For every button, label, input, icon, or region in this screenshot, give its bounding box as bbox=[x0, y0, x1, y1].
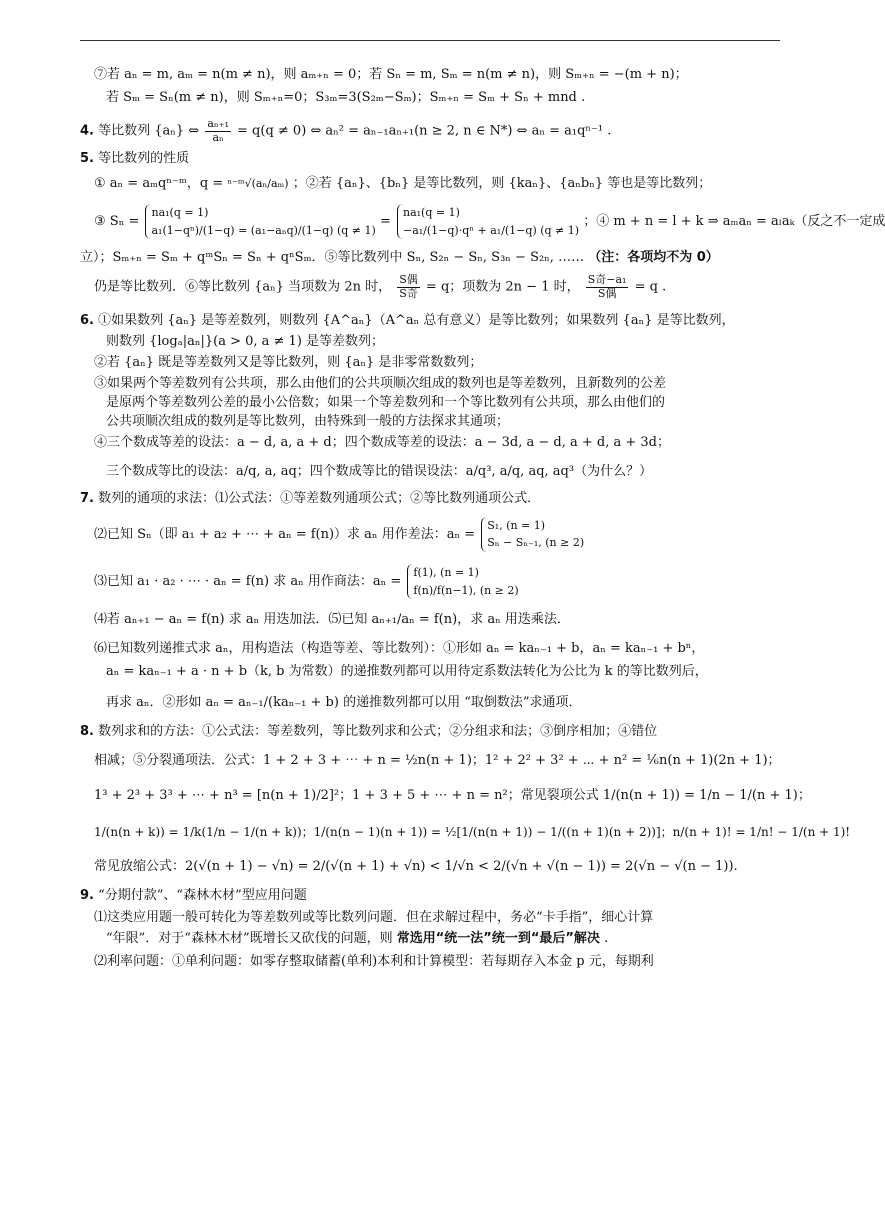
text-line: 1/(n(n + k)) = 1/k(1/n − 1/(n + k))；1/(n(n − 1)(n + 1)) = ½[1/(n(n + 1)) − 1/((n + 1)(n + 2))]；n/(n + 1)! = 1/n! − 1/(n + 1)! bbox=[94, 824, 851, 839]
text-fragment: 数列求和的方法：①公式法：等差数列，等比数列求和公式；②分组求和法；③倒序相加；④错位 bbox=[98, 724, 658, 739]
fraction bbox=[586, 274, 629, 300]
section-number: 5. bbox=[80, 151, 94, 167]
fraction bbox=[205, 118, 231, 144]
text-line: 相减；⑤分裂通项法．公式：1 + 2 + 3 + ⋯ + n = ½n(n + 1)；1² + 2² + 3² + ⋯ + n² = ⅙n(n + 1)(2n + 1)； bbox=[94, 752, 781, 768]
text-line: ⑵利率问题：①单利问题：如零存整取储蓄(单利)本利和计算模型：若每期存入本金 p 元，每期利 bbox=[94, 954, 654, 970]
text-fragment: = q . bbox=[634, 279, 667, 295]
text-line: 三个数成等比的设法：a/q, a, aq；四个数成等比的错误设法：a/q³, a/q, aq, aq³（为什么？） bbox=[106, 464, 653, 479]
text-line: 1³ + 2³ + 3³ + ⋯ + n³ = [n(n + 1)/2]²；1 + 3 + 5 + ⋯ + n = n²；常见裂项公式 1/(n(n + 1)) = 1/n − 1/(n + 1)； bbox=[94, 787, 811, 803]
text-fragment: “年限”．对于“森林木材”既增长又砍伐的问题，则 bbox=[106, 931, 393, 947]
section-7-general-term bbox=[80, 492, 780, 711]
section-title: “分期付款”、“森林木材”型应用问题 bbox=[98, 887, 307, 903]
section-number: 7. bbox=[80, 490, 94, 506]
case: Sₙ − Sₙ₋₁, (n ≥ 2) bbox=[487, 536, 585, 550]
fraction-numerator: S奇−a₁ bbox=[587, 273, 627, 287]
text-fragment: 数列的通项的求法：⑴公式法：①等差数列通项公式；②等比数列通项公式． bbox=[98, 490, 541, 506]
text-fragment: ⑵已知 Sₙ（即 a₁ + a₂ + ⋯ + aₙ = f(n)）求 aₙ 用作差法：aₙ = bbox=[94, 526, 476, 542]
text-fragment: = q；项数为 2n − 1 时， bbox=[425, 279, 580, 295]
piecewise-formula bbox=[407, 564, 518, 599]
text-fragment: 仍是等比数列．⑥等比数列 {aₙ} 当项数为 2n 时， bbox=[94, 279, 392, 295]
section-number: 9. bbox=[80, 887, 94, 903]
section-6-combined-properties bbox=[80, 314, 780, 480]
text-line: ②若 {aₙ} 既是等差数列又是等比数列，则 {aₙ} 是非零常数数列； bbox=[94, 355, 483, 371]
root-expression: ⁿ⁻ᵐ√(aₙ/aₘ) bbox=[227, 177, 289, 191]
case: S₁, (n = 1) bbox=[487, 518, 546, 532]
text-line: ⑹已知数列递推式求 aₙ，用构造法（构造等差、等比数列）：①形如 aₙ = kaₙ₋₁ + b，aₙ = kaₙ₋₁ + bⁿ， bbox=[94, 641, 705, 657]
piecewise-formula bbox=[481, 517, 584, 552]
text-fragment: 等比数列 {aₙ} ⇔ bbox=[98, 123, 200, 139]
text-fragment: ① aₙ = aₘqⁿ⁻ᵐ，q = bbox=[94, 176, 228, 192]
text-line: 公共项顺次组成的数列是等比数列，由特殊到一般的方法探求其通项； bbox=[106, 414, 510, 430]
fraction-denominator: S奇 bbox=[399, 286, 418, 300]
section-title: 等比数列的性质 bbox=[98, 151, 190, 167]
section-number: 4. bbox=[80, 123, 94, 139]
fraction-denominator: S偶 bbox=[597, 286, 617, 300]
text-line: ③如果两个等差数列有公共项，那么由他们的公共项顺次组成的数列也是等差数列，且新数列的公差 bbox=[94, 376, 667, 392]
text-line: aₙ = kaₙ₋₁ + a · n + b（k, b 为常数）的递推数列都可以用待定系数法转化为公比为 k 的等比数列后， bbox=[106, 664, 708, 680]
fraction bbox=[397, 274, 420, 300]
piecewise-sum bbox=[145, 204, 375, 239]
case: f(1), (n = 1) bbox=[413, 566, 479, 580]
text-fragment: ①如果数列 {aₙ} 是等差数列，则数列 {A^aₙ}（A^aₙ 总有意义）是等比数列；如果数列 {aₙ} 是等比数列， bbox=[98, 313, 735, 329]
document-body bbox=[80, 60, 885, 970]
fraction-denominator: aₙ bbox=[212, 130, 224, 144]
section-number: 6. bbox=[80, 313, 94, 329]
text-line: 则数列 {logₐ|aₙ|}(a > 0, a ≠ 1) 是等差数列； bbox=[106, 334, 385, 350]
text-fragment: ③ Sₙ = bbox=[94, 214, 140, 230]
case: f(n)/f(n−1), (n ≥ 2) bbox=[413, 583, 519, 597]
case: −a₁/(1−q)·qⁿ + a₁/(1−q) (q ≠ 1) bbox=[402, 223, 580, 237]
section-8-summation bbox=[80, 724, 851, 875]
section-7-properties bbox=[80, 68, 780, 106]
text-fragment: 立）；Sₘ₊ₙ = Sₘ + qᵐSₙ = Sₙ + qⁿSₘ．⑤等比数列中 Sₙ, S₂ₙ − Sₙ, S₃ₙ − S₂ₙ, …… bbox=[80, 250, 585, 266]
text-fragment: ；②若 {aₙ}、{bₙ} 是等比数列，则 {kaₙ}、{aₙbₙ} 等也是等比数列； bbox=[292, 176, 712, 192]
case: a₁(1−qⁿ)/(1−q) = (a₁−aₙq)/(1−q) (q ≠ 1) bbox=[151, 223, 376, 237]
section-9-applications bbox=[80, 889, 780, 971]
text-fragment: ；④ m + n = l + k ⇒ aₘaₙ = aₗaₖ（反之不一定成 bbox=[583, 214, 885, 230]
case: na₁(q = 1) bbox=[151, 206, 209, 220]
section-number: 8. bbox=[80, 724, 94, 739]
section-4-geometric-definition bbox=[80, 118, 780, 144]
text-fragment: ⑶已知 a₁ · a₂ · ⋯ · aₙ = f(n) 求 aₙ 用作商法：aₙ = bbox=[94, 574, 402, 590]
text-line: 若 Sₘ = Sₙ(m ≠ n)，则 Sₘ₊ₙ=0；S₃ₘ=3(S₂ₘ−Sₘ)；Sₘ₊ₙ = Sₘ + Sₙ + mnd . bbox=[106, 89, 586, 105]
text-line: 常见放缩公式：2(√(n + 1) − √n) = 2/(√(n + 1) + √n) < 1/√n < 2/(√n + √(n − 1)) = 2(√n − √(n − 1)). bbox=[94, 858, 738, 874]
text-line: ⑷若 aₙ₊₁ − aₙ = f(n) 求 aₙ 用迭加法．⑸已知 aₙ₊₁/aₙ = f(n)，求 aₙ 用迭乘法． bbox=[94, 612, 570, 628]
text-line: ⑦若 aₙ = m, aₘ = n(m ≠ n)，则 aₘ₊ₙ = 0；若 Sₙ = m, Sₘ = n(m ≠ n)，则 Sₘ₊ₙ = −(m + n)； bbox=[94, 67, 688, 82]
fraction-numerator: aₙ₊₁ bbox=[207, 116, 229, 130]
piecewise-sum bbox=[397, 204, 579, 239]
text-line: ④三个数成等差的设法：a − d, a, a + d；四个数成等差的设法：a − 3d, a − d, a + d, a + 3d； bbox=[94, 435, 670, 451]
section-5-geometric-properties: 5. 等比数列的性质 ① aₙ = aₘqⁿ⁻ᵐ，q = ⁿ⁻ᵐ√(aₙ/aₘ) ；②若 {aₙ}、{bₙ} 是等比数列，则 {kaₙ}、{aₙbₙ} 等也是等比数列； ③ Sₙ = na₁(q = 1) a₁(1−qⁿ)/(1−q) = (a₁−aₙq)/(1−q) (q ≠ 1) = na₁(q = 1) −a₁/(1−q)·qⁿ + a₁/(1−q) (q ≠ 1) ；④ m + n = l + k ⇒ aₘaₙ = aₗaₖ（反之不一定成 立）；Sₘ₊ₙ = Sₘ + qᵐSₙ = Sₙ + qⁿSₘ．⑤等比数列中 Sₙ, S₂ₙ − Sₙ, S₃ₙ − S₂ₙ, …… （注：各项均不为 0） 仍是等比数列．⑥等比数列 {aₙ} 当项数为 2n 时， $\frac{\text{S偶}}{\text{S奇}}$ = q；项数为 2n − 1 时， $\frac{\text{S奇−a₁}}{\text{S偶}}$ = q . bbox=[80, 151, 885, 300]
text-fragment: . bbox=[604, 931, 609, 947]
fraction-numerator: S偶 bbox=[399, 273, 418, 287]
case: na₁(q = 1) bbox=[402, 206, 460, 220]
emphasis: 常选用“统一法”统一到“最后”解决 bbox=[396, 931, 600, 947]
text-line: ⑴这类应用题一般可转化为等差数列或等比数列问题．但在求解过程中，务必“卡手指”，细心计算 bbox=[94, 910, 654, 926]
header-rule bbox=[80, 40, 780, 41]
note: （注：各项均不为 0） bbox=[588, 250, 719, 266]
text-fragment: = q(q ≠ 0) ⇔ aₙ² = aₙ₋₁aₙ₊₁(n ≥ 2, n ∈ N*) ⇔ aₙ = a₁qⁿ⁻¹ . bbox=[237, 123, 612, 139]
text-line: 再求 aₙ．②形如 aₙ = aₙ₋₁/(kaₙ₋₁ + b) 的递推数列都可以用 “取倒数法”求通项． bbox=[106, 695, 582, 711]
text-line: 是原两个等差数列公差的最小公倍数；如果一个等差数列和一个等比数列有公共项，那么由他们的 bbox=[106, 395, 666, 411]
